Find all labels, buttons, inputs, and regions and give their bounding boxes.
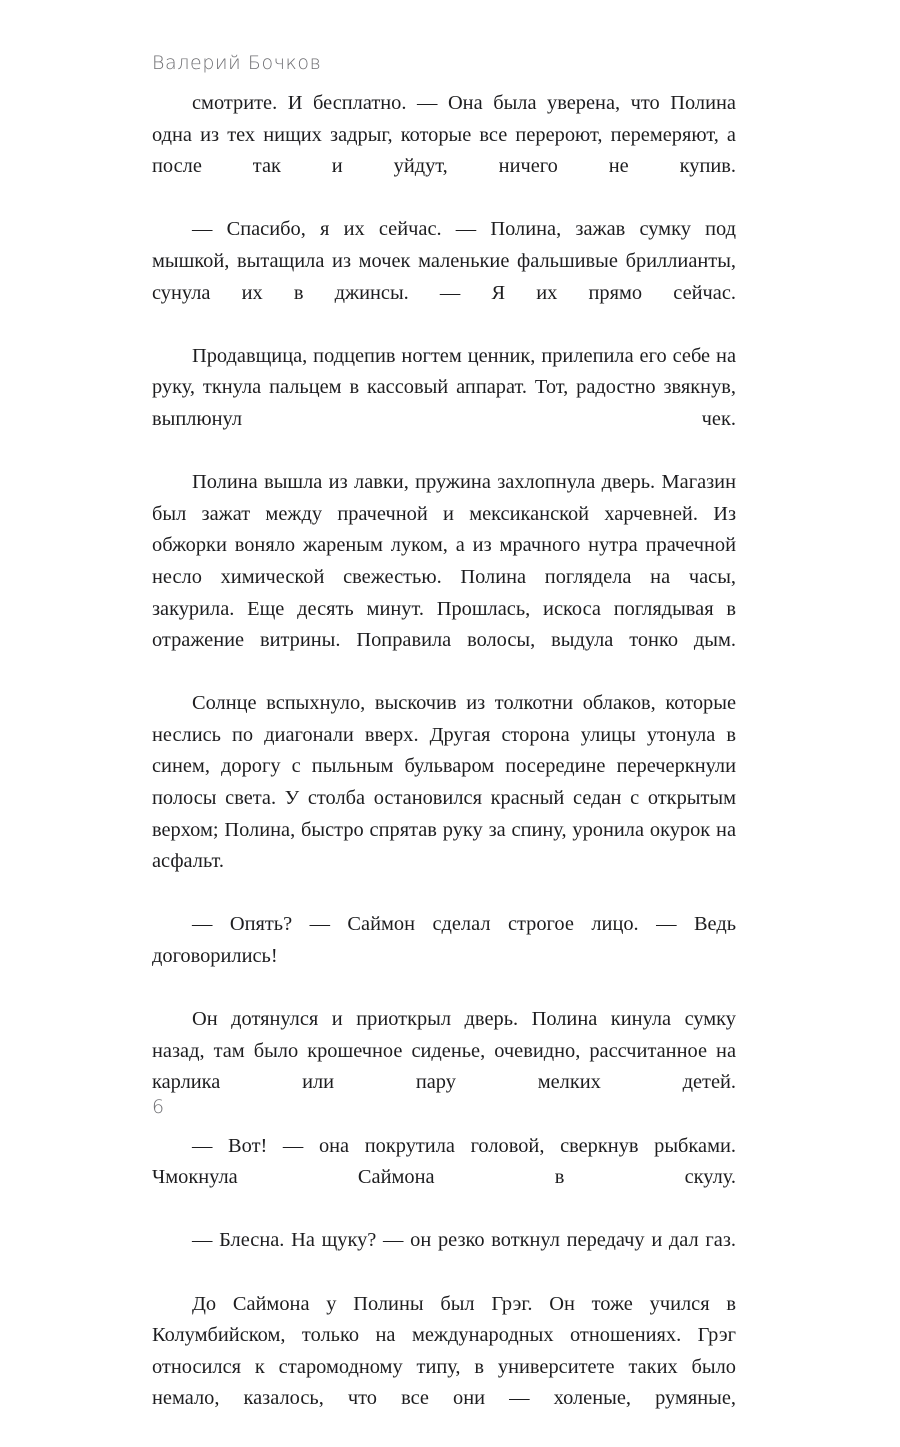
body-text-column: [152, 88, 736, 1447]
paragraph: Продавщица, подцепив ногтем ценник, прилепила его себе на руку, ткнула пальцем в кассовый аппарат. Тот, радостно звякнув, выплюнул чек.: [152, 344, 736, 430]
paragraph: Он дотянулся и приоткрыл дверь. Полина кинула сумку назад, там было крошечное сиденье, очевидно, рассчитанное на карлика или пару мелких детей.: [152, 1008, 736, 1094]
paragraph: Полина вышла из лавки, пружина захлопнула дверь. Магазин был зажат между прачечной и мексиканской харчевней. Из обжорки воняло жареным луком, а из мрачного нутра прачечной несло химической свежестью. Полина поглядела на часы, закурила. Еще десять минут. Прошлась, искоса поглядывая в отражение витрины. Поправила волосы, выдула тонко дым.: [152, 471, 736, 652]
paragraph: До Саймона у Полины был Грэг. Он тоже учился в Колумбийском, только на международных отношениях. Грэг относился к старомодному типу, в университете таких было немало, казалось, что все они — холеные, румяные,: [152, 1292, 736, 1410]
paragraph: Солнце вспыхнуло, выскочив из толкотни облаков, которые неслись по диагонали вверх. Другая сторона улицы утонула в синем, дорогу с пыльным бульваром посередине перечеркнули полосы света. У столба остановился красный седан с открытым верхом; Полина, быстро спрятав руку за спину, уронила окурок на асфальт.: [152, 692, 736, 873]
paragraph: — Вот! — она покрутила головой, сверкнув рыбками. Чмокнула Саймона в скулу.: [152, 1134, 736, 1189]
paragraph: — Блесна. На щуку? — он резко воткнул передачу и дал газ.: [192, 1229, 736, 1252]
page-number: 6: [152, 1096, 165, 1118]
paragraph: — Спасибо, я их сейчас. — Полина, зажав сумку под мышкой, вытащила из мочек маленькие фальшивые бриллианты, сунула их в джинсы. — Я их прямо сейчас.: [152, 218, 736, 304]
paragraph: — Опять? — Саймон сделал строгое лицо. — Ведь договорились!: [152, 913, 736, 968]
paragraph: смотрите. И бесплатно. — Она была уверена, что Полина одна из тех нищих задрыг, которые все перероют, перемеряют, а после так и уйдут, ничего не купив.: [152, 92, 736, 178]
running-head-author: Валерий Бочков: [152, 52, 322, 74]
